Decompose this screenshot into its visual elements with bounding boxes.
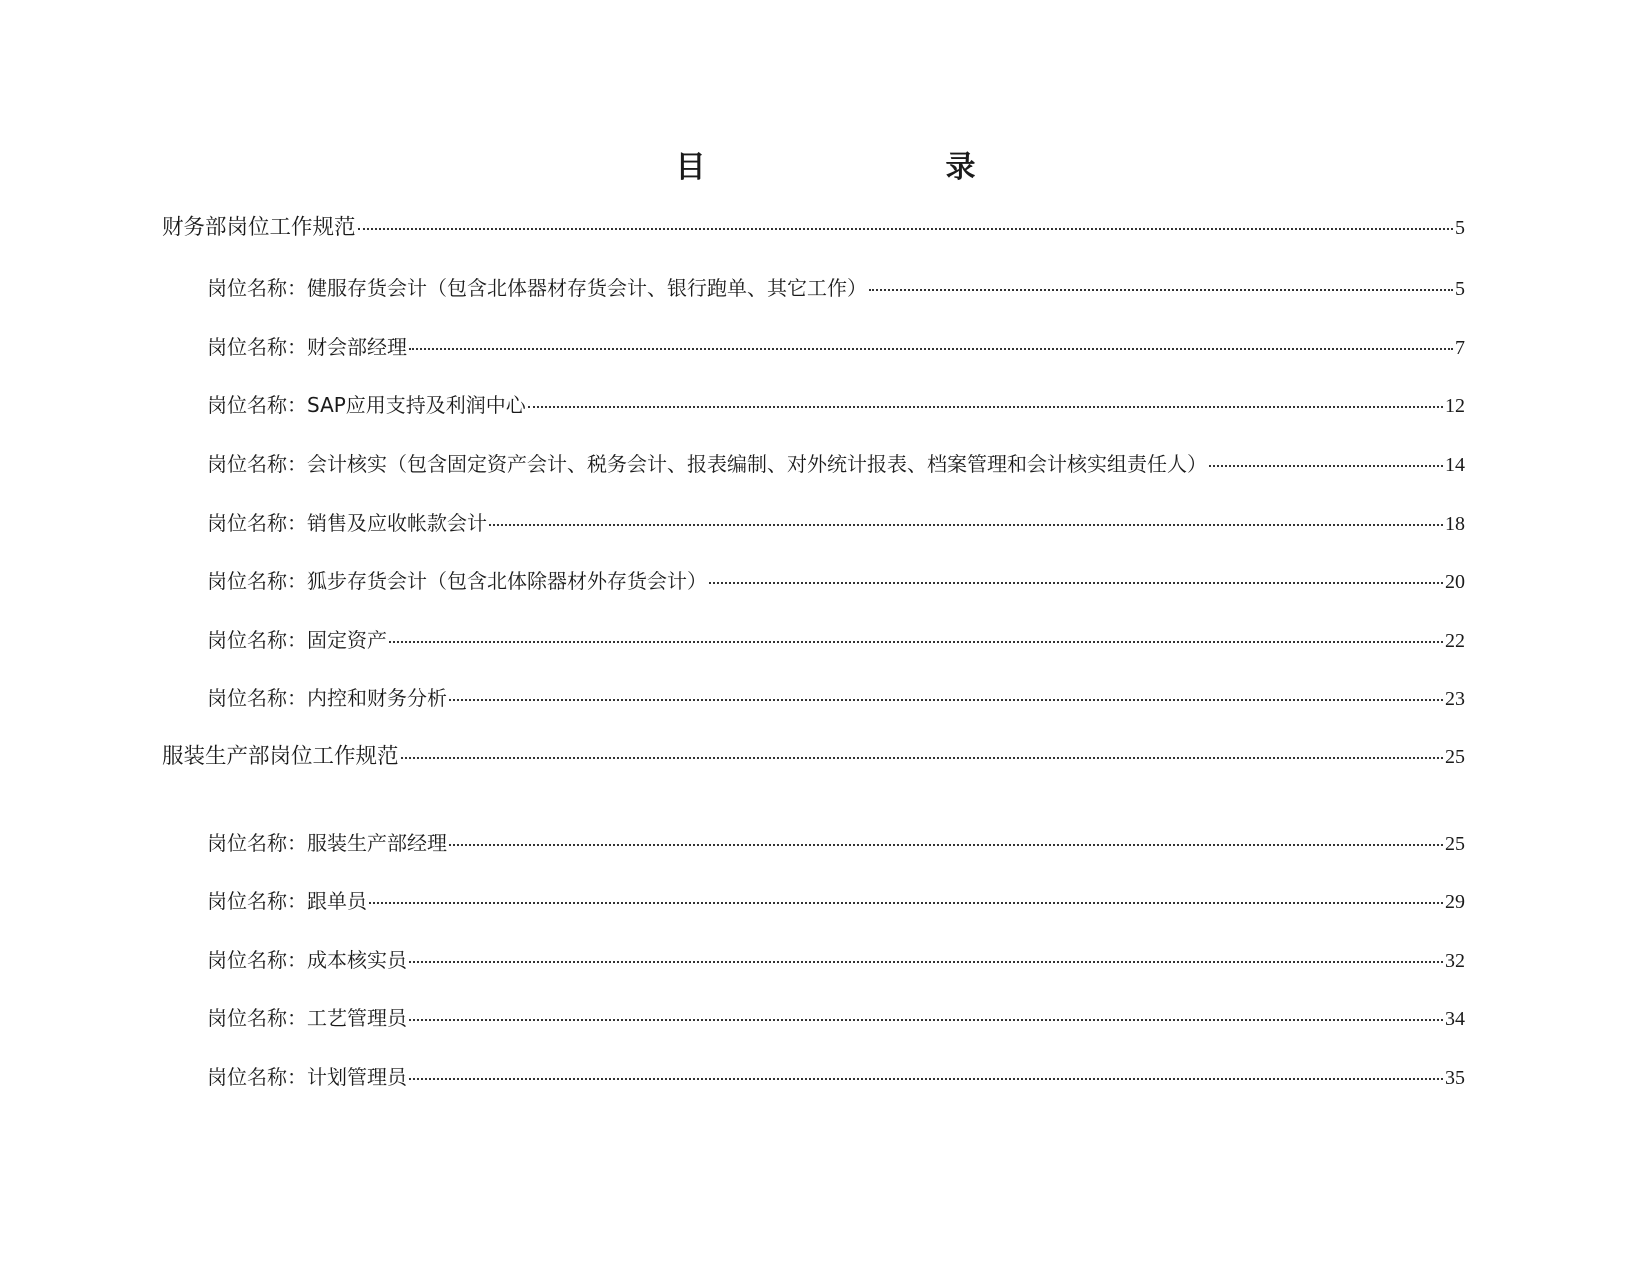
toc-entry-label: 岗位名称：健服存货会计（包含北体器材存货会计、银行跑单、其它工作）	[207, 276, 867, 300]
toc-entry-label: 岗位名称：SAP应用支持及利润中心	[207, 393, 526, 417]
toc-entry-label: 岗位名称：销售及应收帐款会计	[207, 511, 487, 535]
toc-entry-position[interactable]	[207, 273, 1465, 303]
toc-page-number: 5	[1455, 217, 1465, 239]
toc-page-number: 12	[1445, 395, 1465, 417]
toc-page-number: 20	[1445, 571, 1465, 593]
toc-entry-label: 岗位名称：跟单员	[207, 889, 367, 913]
dot-leader	[709, 582, 1443, 584]
toc-page-number: 23	[1445, 688, 1465, 710]
dot-leader	[389, 641, 1443, 643]
toc-entry-label: 服装生产部岗位工作规范	[162, 744, 399, 769]
toc-title: 目 录	[675, 150, 1036, 185]
toc-page-number: 34	[1445, 1008, 1465, 1030]
dot-leader	[869, 289, 1453, 291]
toc-page-number: 18	[1445, 513, 1465, 535]
dot-leader	[369, 902, 1443, 904]
dot-leader	[409, 348, 1453, 350]
toc-entry-position[interactable]	[207, 449, 1465, 479]
dot-leader	[409, 961, 1443, 963]
toc-entry-position[interactable]	[207, 683, 1465, 713]
dot-leader	[449, 699, 1443, 701]
dot-leader	[449, 844, 1443, 846]
toc-page-number: 7	[1455, 337, 1465, 359]
toc-entry-label: 岗位名称：成本核实员	[207, 948, 407, 972]
dot-leader	[409, 1078, 1443, 1080]
toc-page-number: 29	[1445, 891, 1465, 913]
toc-entry-label: 岗位名称：服装生产部经理	[207, 831, 447, 855]
toc-entry-position[interactable]	[207, 1003, 1465, 1033]
toc-page-number: 14	[1445, 454, 1465, 476]
dot-leader	[401, 757, 1443, 759]
toc-entry-label: 岗位名称：固定资产	[207, 628, 387, 652]
dot-leader	[489, 524, 1443, 526]
toc-entry-position[interactable]	[207, 625, 1465, 655]
toc-page-number: 25	[1445, 833, 1465, 855]
toc-page-number: 25	[1445, 746, 1465, 768]
toc-entry-label: 岗位名称：财会部经理	[207, 335, 407, 359]
toc-page-number: 32	[1445, 950, 1465, 972]
toc-entry-position[interactable]	[207, 1062, 1465, 1092]
toc-entry-label: 岗位名称：工艺管理员	[207, 1006, 407, 1030]
toc-entry-position[interactable]	[207, 566, 1465, 596]
toc-entry-label: 岗位名称：会计核实（包含固定资产会计、税务会计、报表编制、对外统计报表、档案管理和会计核实组责任人）	[207, 452, 1207, 476]
dot-leader	[409, 1019, 1443, 1021]
toc-page-number: 22	[1445, 630, 1465, 652]
toc-page-number: 35	[1445, 1067, 1465, 1089]
dot-leader	[528, 406, 1443, 408]
toc-entry-position[interactable]	[207, 945, 1465, 975]
dot-leader	[358, 228, 1453, 230]
toc-entry-section[interactable]	[162, 742, 1465, 772]
toc-entry-label: 岗位名称：内控和财务分析	[207, 686, 447, 710]
toc-entry-label: 岗位名称：狐步存货会计（包含北体除器材外存货会计）	[207, 569, 707, 593]
dot-leader	[1209, 465, 1443, 467]
toc-entry-position[interactable]	[207, 508, 1465, 538]
toc-page-number: 5	[1455, 278, 1465, 300]
toc-entry-position[interactable]	[207, 828, 1465, 858]
toc-entry-position[interactable]	[207, 332, 1465, 362]
toc-entry-position[interactable]	[207, 390, 1465, 420]
toc-entry-position[interactable]	[207, 886, 1465, 916]
toc-entry-label: 岗位名称：计划管理员	[207, 1065, 407, 1089]
toc-entry-section[interactable]	[162, 213, 1465, 243]
toc-entry-label: 财务部岗位工作规范	[162, 215, 356, 240]
